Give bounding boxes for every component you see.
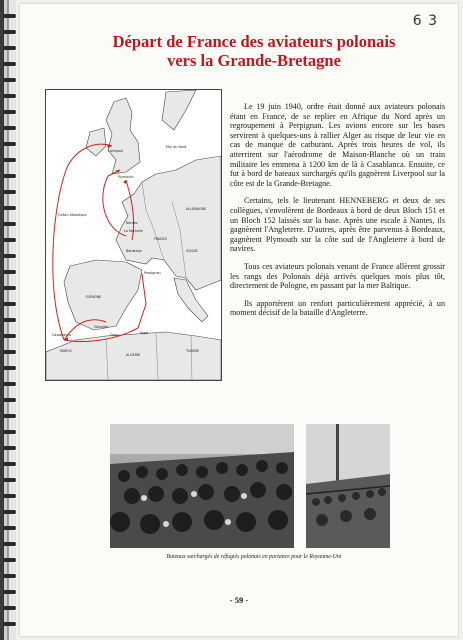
route-map <box>45 89 222 381</box>
title-line-2: vers la Grande-Bretagne <box>167 51 341 70</box>
map-label-mer-nord: Mer du Nord <box>166 145 187 149</box>
map-label-allemagne: ALLEMAGNE <box>186 207 207 211</box>
map-label-espagne: ESPAGNE <box>86 295 102 299</box>
map-label-plymouth: Plymouth <box>118 175 134 179</box>
map-label-oran: Oran <box>110 333 119 337</box>
document-page <box>20 4 458 636</box>
map-label-liverpool: Liverpool <box>108 149 124 153</box>
photo-ship-deck <box>306 424 390 548</box>
map-label-perpignan: Perpignan <box>144 271 161 275</box>
map-label-france: FRANCE <box>154 237 168 241</box>
paragraph-1: Le 19 juin 1940, ordre était donné aux aviateurs polonais étant en France, de se replier en Afrique du Nord après un regroupement à Perpignan. Les avions encore sur les bases servirent à quelques-uns à rallier Alger au risque de leur vie en cas de manque de carburant. Après trois heures de vol, ils atterrirent sur l'aérodrome de Maison-Blanche où un train militaire les emmena à 1200 km de là à Casablanca. Ensuite, ce fut à bord de bateaux surchargés qu'ils gagnèrent Liverpool sur la côte est de la Grande-Bretagne. <box>230 102 445 188</box>
map-label-nantes: Nantes <box>126 221 138 225</box>
page-title <box>60 32 448 70</box>
map-label-maroc: MAROC <box>60 349 73 353</box>
map-label-bordeaux: Bordeaux <box>126 249 142 253</box>
body-text <box>230 102 445 326</box>
map-label-gibraltar: Gibraltar <box>94 325 109 329</box>
photo-caption: Bateaux surchargés de réfugiés polonais en partance pour le Royaume-Uni <box>166 554 342 560</box>
spiral-binding <box>0 0 16 640</box>
map-label-tunisie: TUNISIE <box>186 349 200 353</box>
map-label-suisse: SUISSE <box>186 249 198 253</box>
paragraph-3: Tous ces aviateurs polonais venant de France allèrent grossir les rangs des Polonais déjà arrivés quelques mois plus tôt, directement de Pologne, en passant par la mer Baltique. <box>230 261 445 291</box>
paragraph-4: Ils apportèrent un renfort particulièrement apprécié, à un moment décisif de la bataille d'Angleterre. <box>230 298 445 318</box>
title-line-1: Départ de France des aviateurs polonais <box>112 32 396 51</box>
map-label-algerie: ALGERIE <box>126 353 141 357</box>
paragraph-2: Certains, tels le lieutenant HENNEBERG et deux de ses collègues, s'envolèrent de Bordeaux à bord de deux Bloch 151 et un Bloch 152 laissés sur la base. Après une escale à Nantes, ils gagnèrent l'Angleterre. D'autres, après être parvenus à Bordeaux, gagnèrent Plymouth sur la côte sud de l'Angleterre à bord de navires. <box>230 196 445 254</box>
map-label-ocean: Océan Atlantique <box>58 213 87 217</box>
map-label-alger: Alger <box>140 331 149 335</box>
page-footer-number: - 59 - <box>229 595 249 605</box>
map-label-la-rochelle: La Rochelle <box>124 229 143 233</box>
photo-crowd-on-ship <box>110 424 294 548</box>
map-label-casablanca: Casablanca <box>52 333 72 337</box>
handwritten-page-number: 6 3 <box>412 13 438 29</box>
europe-map-svg <box>46 90 221 380</box>
